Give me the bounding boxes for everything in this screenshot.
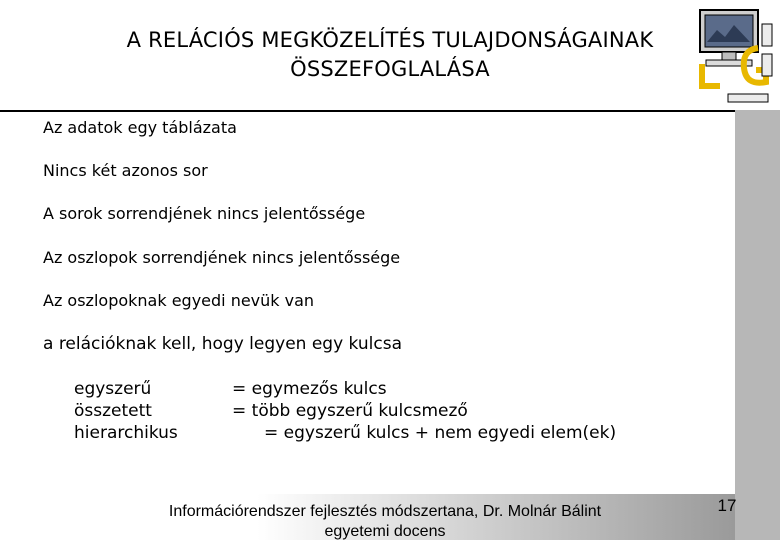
footer-position: egyetemi docens bbox=[324, 523, 446, 540]
bullet-item: Nincs két azonos sor bbox=[43, 161, 208, 180]
key-type-name: hierarchikus bbox=[74, 423, 178, 443]
slide-title-line2: ÖSSZEFOGLALÁSA bbox=[290, 57, 490, 81]
key-type-definition: = egyszerű kulcs + nem egyedi elem(ek) bbox=[264, 423, 617, 443]
computer-monitor-icon bbox=[692, 6, 780, 106]
key-type-name: egyszerű bbox=[74, 379, 152, 399]
bullet-item: Az oszlopok sorrendjének nincs jelentőssége bbox=[43, 248, 401, 267]
bullet-item: A sorok sorrendjének nincs jelentőssége bbox=[43, 204, 366, 223]
slide-title-line1: A RELÁCIÓS MEGKÖZELÍTÉS TULAJDONSÁGAINAK bbox=[126, 28, 654, 52]
key-type-name: összetett bbox=[74, 401, 152, 421]
bullet-item: Az adatok egy táblázata bbox=[43, 118, 237, 137]
key-type-names bbox=[74, 378, 178, 444]
side-decoration-bar bbox=[735, 110, 780, 540]
footer-author: Információrendszer fejlesztés módszertana, Dr. Molnár Bálint bbox=[168, 503, 602, 520]
page-number: 17 bbox=[717, 496, 737, 515]
title-divider bbox=[0, 110, 735, 112]
slide-title bbox=[60, 26, 720, 84]
bullet-item: a relációknak kell, hogy legyen egy kulcsa bbox=[43, 334, 403, 354]
footer-text bbox=[110, 502, 660, 542]
bullet-item: Az oszlopoknak egyedi nevük van bbox=[43, 291, 315, 310]
key-type-definition: = több egyszerű kulcsmező bbox=[232, 401, 468, 421]
key-type-definition: = egymezős kulcs bbox=[232, 379, 387, 399]
